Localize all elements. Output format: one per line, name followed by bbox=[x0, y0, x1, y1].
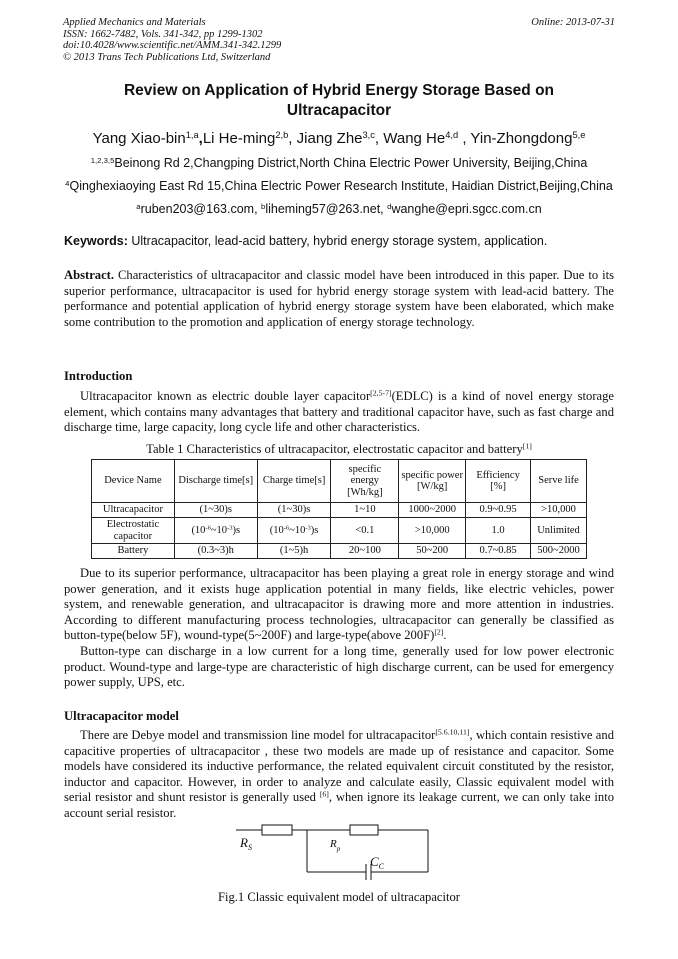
table-cell: (1~30)s bbox=[174, 503, 257, 518]
resistor-rs bbox=[262, 825, 292, 835]
author: Yin-Zhongdong$^{5,e}$ bbox=[470, 129, 586, 147]
table-header: Discharge time[s] bbox=[174, 460, 257, 503]
model-paragraph: There are Debye model and transmission line model for ultracapacitor[5.6.10,11], which contain resistive and capacitive properties of ultracapacitor , these two models are made up of resistance and capacitor. Some models have considered its inductive performance, the related equivalent circuit constituted by the resistor, inductor and capacitor. However, in order to analyze and calculate easily, Classic equivalent model with serial resistor and shunt resistor is generally used [6], when ignore its leakage current, we can only take into account serial resistor. bbox=[64, 727, 614, 820]
table-cell: $(10^{-6}\sim 10^{-3})s$ bbox=[257, 518, 331, 544]
table-header: specific power [W/kg] bbox=[399, 460, 466, 503]
online-date: Online: 2013-07-31 bbox=[531, 17, 615, 28]
author: Li He-ming$^{2,b}$, bbox=[202, 129, 297, 147]
table-cell: <0.1 bbox=[331, 518, 399, 544]
rs-label: $R_S$ bbox=[240, 835, 252, 852]
author: Jiang Zhe$^{3,c}$, bbox=[296, 129, 384, 147]
table-header: specific energy [Wh/kg] bbox=[331, 460, 399, 503]
issn: ISSN: 1662-7482, Vols. 341-342, pp 1299-1302 bbox=[63, 28, 263, 40]
author: Yang Xiao-bin$^{1,a}$, bbox=[92, 129, 203, 147]
body-paragraph: Due to its superior performance, ultracapacitor has been playing a great role in energy storage and wind power generation, and it exists huge application potential in many fields, like electric vehicles, power system, and renewable generation, and ultracapacitor is drawing more and more attention in industries. According to different manufacturing process technologies, ultracapacitor can generally be classified as button-type(below 5F), wound-type(5~200F) and large-type(above 200F)[2]. bbox=[64, 566, 614, 643]
table-row bbox=[92, 544, 587, 559]
table-cell: Electrostatic capacitor bbox=[92, 518, 175, 544]
table-cell: Battery bbox=[92, 544, 175, 559]
table-header: Charge time[s] bbox=[257, 460, 331, 503]
table-cell: 0.9~0.95 bbox=[466, 503, 531, 518]
keywords bbox=[64, 234, 547, 248]
table-cell: 20~100 bbox=[331, 544, 399, 559]
table-cell: 500~2000 bbox=[531, 544, 587, 559]
doi: doi:10.4028/www.scientific.net/AMM.341-342.1299 bbox=[63, 40, 282, 51]
resistor-rp bbox=[350, 825, 378, 835]
table-cell: 1~10 bbox=[331, 503, 399, 518]
table-cell: >10,000 bbox=[399, 518, 466, 544]
table-row bbox=[92, 518, 587, 544]
table-cell: 1000~2000 bbox=[399, 503, 466, 518]
title-line-1: Review on Application of Hybrid Energy Storage Based on bbox=[123, 82, 555, 99]
keywords-text: Ultracapacitor, lead-acid battery, hybrid energy storage system, application. bbox=[127, 234, 548, 248]
table-cell: Ultracapacitor bbox=[92, 503, 175, 518]
rp-label: $R_p$ bbox=[330, 838, 341, 853]
paper-title bbox=[60, 81, 618, 121]
title-line-2: Ultracapacitor bbox=[286, 102, 392, 119]
copyright: © 2013 Trans Tech Publications Ltd, Switzerland bbox=[63, 51, 271, 63]
cc-label: $C_C$ bbox=[370, 854, 385, 871]
affiliation-1: $^{1,2,3,5}$Beinong Rd 2,Changping District,North China Electric Power University, Beijing,China bbox=[90, 155, 588, 170]
section-heading-introduction: Introduction bbox=[64, 369, 133, 383]
journal-name: Applied Mechanics and Materials bbox=[63, 17, 206, 28]
table-cell: (1~5)h bbox=[257, 544, 331, 559]
table-cell: (0.3~3)h bbox=[174, 544, 257, 559]
section-heading-model: Ultracapacitor model bbox=[64, 709, 179, 723]
table-cell: 1.0 bbox=[466, 518, 531, 544]
author-emails: $^a$ruben203@163.com, $^b$liheming57@263.net, $^d$wanghe@epri.sgcc.com.cn bbox=[136, 201, 542, 216]
table-cell: $(10^{-6}\sim 10^{-3})s$ bbox=[174, 518, 257, 544]
author-list bbox=[40, 130, 638, 147]
table-caption: Table 1 Characteristics of ultracapacitor, electrostatic capacitor and battery[1] bbox=[146, 441, 532, 456]
abstract-label: Abstract. bbox=[64, 268, 115, 282]
table-header: Serve life bbox=[531, 460, 587, 503]
characteristics-table bbox=[91, 459, 587, 559]
table-cell: 50~200 bbox=[399, 544, 466, 559]
table-header-row bbox=[92, 460, 587, 503]
abstract bbox=[64, 268, 614, 330]
table-cell: (1~30)s bbox=[257, 503, 331, 518]
table-header: Efficiency [%] bbox=[466, 460, 531, 503]
table-cell: Unlimited bbox=[531, 518, 587, 544]
table-header: Device Name bbox=[92, 460, 175, 503]
table-cell: >10,000 bbox=[531, 503, 587, 518]
table-row bbox=[92, 503, 587, 518]
intro-paragraph: Ultracapacitor known as electric double layer capacitor[2,5-7](EDLC) is a kind of novel energy storage element, which contains many advantages that battery and traditional capacitor have, such as fast charge and discharge time, large capacity, long cycle life and other characteristics. bbox=[64, 388, 614, 435]
equivalent-circuit-diagram bbox=[232, 820, 432, 880]
figure-caption: Fig.1 Classic equivalent model of ultracapacitor bbox=[217, 890, 460, 904]
table-cell: 0.7~0.85 bbox=[466, 544, 531, 559]
journal-header bbox=[63, 17, 281, 63]
body-paragraph: Button-type can discharge in a low current for a long time, generally used for low power electronic product. Wound-type and large-type are characteristic of high discharge current, can be used for emergency power supply, UPS, etc. bbox=[64, 644, 614, 690]
affiliation-2: $^4$Qinghexiaoying East Rd 15,China Electric Power Research Institute, Haidian District,Beijing,China bbox=[65, 178, 613, 193]
abstract-text: Characteristics of ultracapacitor and classic model have been introduced in this paper. Due to its superior performance, ultracapacitor is used for hybrid energy storage system with lead-acid battery. The performance and potential application of hybrid energy storage system have been elaborated, which make some contribution to the promotion and application of energy storage technology. bbox=[64, 268, 614, 329]
author: Wang He$^{4,d}$ , bbox=[383, 129, 471, 147]
keywords-label: Keywords: bbox=[64, 234, 128, 248]
